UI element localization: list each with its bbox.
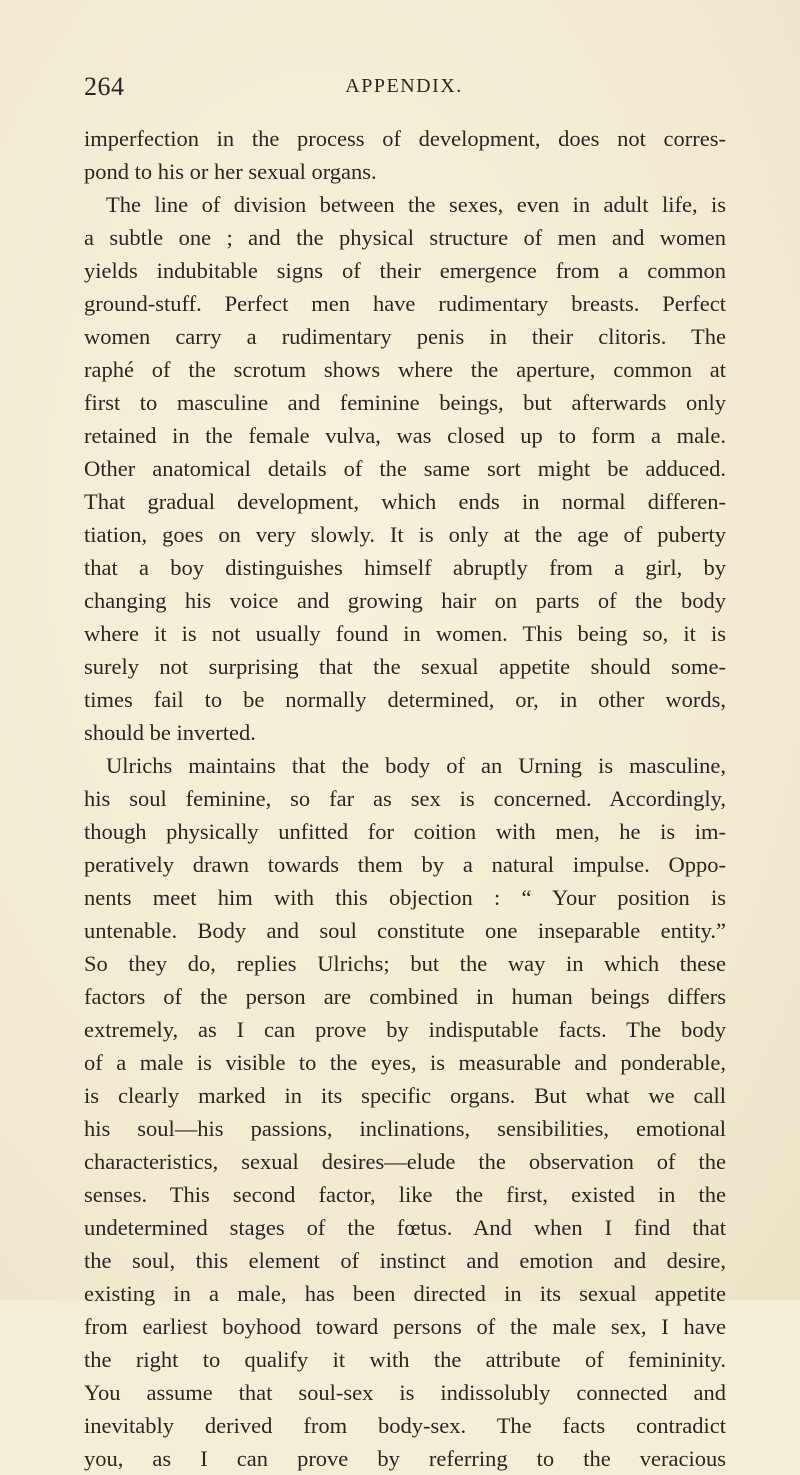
text-line: So they do, replies Ulrichs; but the way in which these (84, 951, 726, 976)
text-line: extremely, as I can prove by indisputable facts. The body (84, 1017, 726, 1042)
text-line: his soul—his passions, inclinations, sensibilities, emotional (84, 1116, 726, 1141)
text-line: retained in the female vulva, was closed up to form a male. (84, 423, 726, 448)
text-line: peratively drawn towards them by a natural impulse. Oppo- (84, 852, 726, 877)
body-text (84, 122, 726, 1475)
text-line: undetermined stages of the fœtus. And when I find that (84, 1215, 726, 1240)
text-line: of a male is visible to the eyes, is measurable and ponderable, (84, 1050, 726, 1075)
page-header (84, 72, 724, 112)
text-line: tiation, goes on very slowly. It is only at the age of puberty (84, 522, 726, 547)
text-line: You assume that soul-sex is indissolubly connected and (84, 1380, 726, 1405)
text-line: senses. This second factor, like the first, existed in the (84, 1182, 726, 1207)
text-line: first to masculine and feminine beings, but afterwards only (84, 390, 726, 415)
running-head: APPENDIX. (345, 75, 463, 97)
text-line: the right to qualify it with the attribute of femininity. (84, 1347, 726, 1372)
text-line: The line of division between the sexes, even in adult life, is (106, 192, 726, 217)
text-line: that a boy distinguishes himself abruptly from a girl, by (84, 555, 726, 580)
text-line: should be inverted. (84, 720, 256, 745)
text-line: pond to his or her sexual organs. (84, 159, 377, 184)
text-line: women carry a rudimentary penis in their clitoris. The (84, 324, 726, 349)
text-line: Other anatomical details of the same sort might be adduced. (84, 456, 726, 481)
text-line: his soul feminine, so far as sex is concerned. Accordingly, (84, 786, 726, 811)
text-line: existing in a male, has been directed in its sexual appetite (84, 1281, 726, 1306)
text-line: times fail to be normally determined, or, in other words, (84, 687, 726, 712)
text-line: is clearly marked in its specific organs. But what we call (84, 1083, 726, 1108)
text-line: Ulrichs maintains that the body of an Urning is masculine, (106, 753, 726, 778)
text-line: from earliest boyhood toward persons of the male sex, I have (84, 1314, 726, 1339)
text-line: surely not surprising that the sexual appetite should some- (84, 654, 726, 679)
text-line: imperfection in the process of development, does not corres- (84, 126, 726, 151)
text-line: you, as I can prove by referring to the veracious (84, 1446, 726, 1471)
text-line: characteristics, sexual desires—elude the observation of the (84, 1149, 726, 1174)
text-line: raphé of the scrotum shows where the aperture, common at (84, 357, 726, 382)
text-line: ground-stuff. Perfect men have rudimentary breasts. Perfect (84, 291, 726, 316)
text-line: a subtle one ; and the physical structure of men and women (84, 225, 726, 250)
text-line: though physically unfitted for coition with men, he is im- (84, 819, 726, 844)
text-line: That gradual development, which ends in normal differen- (84, 489, 726, 514)
text-line: inevitably derived from body-sex. The facts contradict (84, 1413, 726, 1438)
page-number: 264 (84, 72, 125, 101)
text-line: untenable. Body and soul constitute one inseparable entity.” (84, 918, 726, 943)
text-line: nents meet him with this objection : “ Your position is (84, 885, 726, 910)
text-line: yields indubitable signs of their emergence from a common (84, 258, 726, 283)
text-line: the soul, this element of instinct and emotion and desire, (84, 1248, 726, 1273)
text-line: changing his voice and growing hair on parts of the body (84, 588, 726, 613)
text-line: factors of the person are combined in human beings differs (84, 984, 726, 1009)
text-line: where it is not usually found in women. This being so, it is (84, 621, 726, 646)
